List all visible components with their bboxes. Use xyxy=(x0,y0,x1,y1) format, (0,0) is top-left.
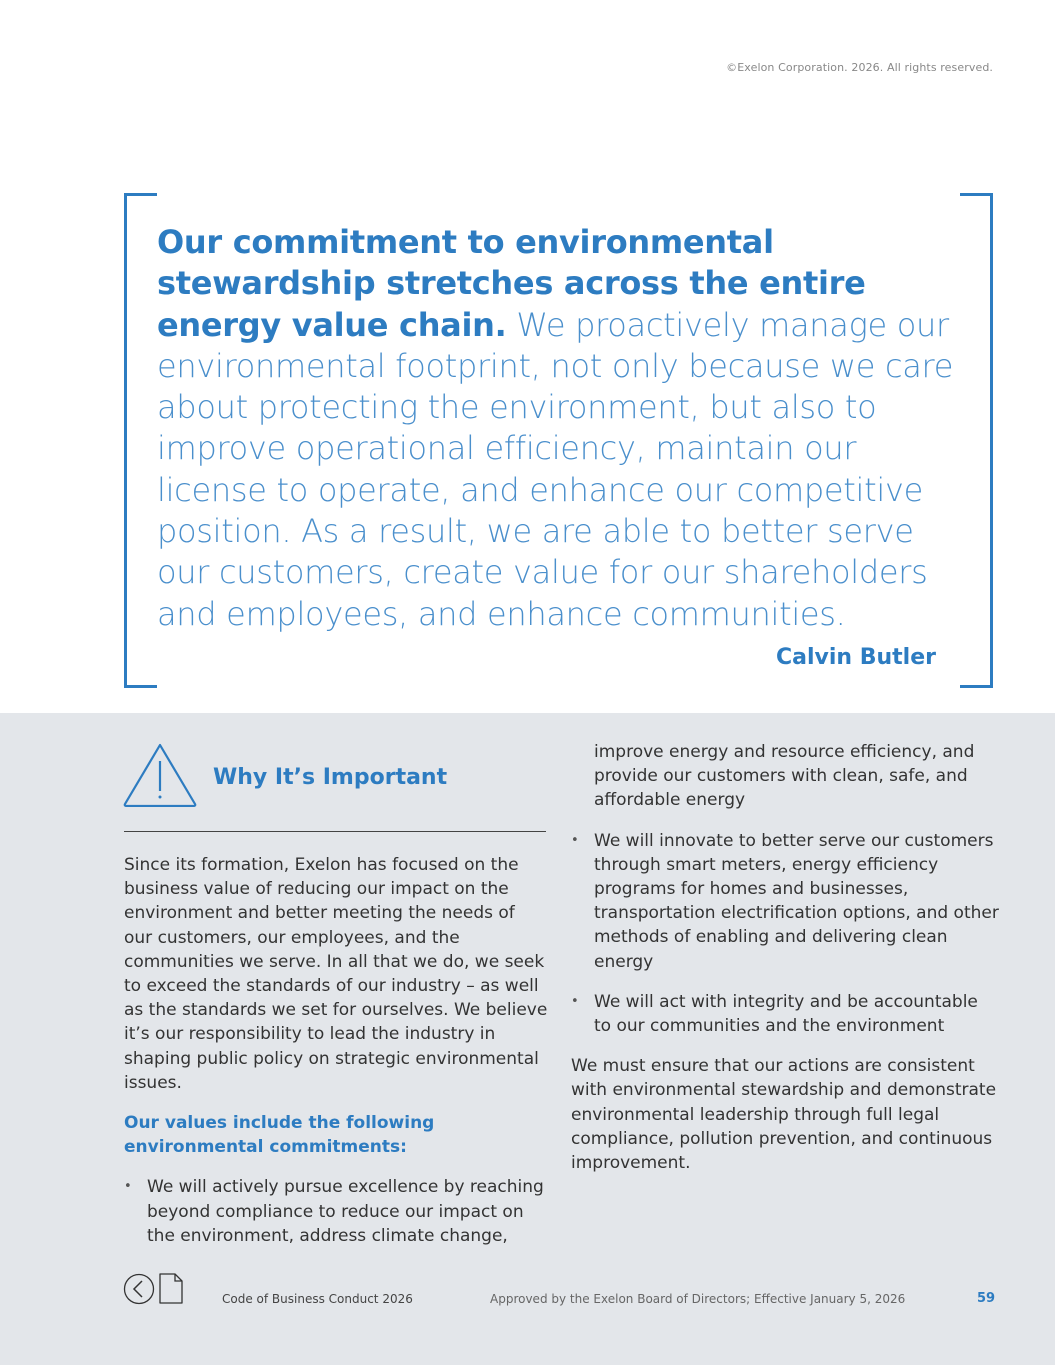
page-number: 59 xyxy=(977,1291,996,1306)
values-lead: Our values include the following environmental commitments: xyxy=(124,1113,435,1158)
footer-approval-note: Approved by the Exelon Board of Directors; Effective January 5, 2026 xyxy=(490,1292,906,1306)
commitments-list xyxy=(124,1175,548,1248)
pull-quote xyxy=(157,222,957,635)
quote-bracket-right xyxy=(960,193,993,688)
pull-quote-lead: Our commitment to environmental stewardship stretches across the entire energy value chain. xyxy=(157,223,866,344)
page-footer xyxy=(0,1273,1055,1313)
list-item: • We will innovate to better serve our customers through smart meters, energy efficiency programs for homes and businesses, transportation electrification options, and other methods of enabling and delivering clean energy xyxy=(571,829,999,974)
commitments-list-continued xyxy=(571,740,999,1038)
quote-bracket-left xyxy=(124,193,157,688)
document-icon[interactable] xyxy=(159,1273,183,1304)
left-column xyxy=(124,853,548,1264)
intro-paragraph: Since its formation, Exelon has focused on the business value of reducing our impact on the environment and better meeting the needs of our customers, our employees, and the communities we serve. In all that we do, we seek to exceed the standards of our industry – as well as the standards we set for ourselves. We believe it’s our responsibility to lead the industry in shaping public policy on strategic environmental issues. xyxy=(124,855,548,1093)
footer-document-title: Code of Business Conduct 2026 xyxy=(222,1292,413,1306)
closing-paragraph: We must ensure that our actions are consistent with environmental stewardship and demonstrate environmental leadership through full legal compliance, pollution prevention, and continuous improvement. xyxy=(571,1056,997,1174)
pull-quote-body: We proactively manage our environmental footprint, not only because we care about protecting the environment, but also to improve operational efficiency, maintain our license to operate, and enhance our competitive position. As a result, we are able to better serve our customers, create value for our shareholders and employees, and enhance communities. xyxy=(157,305,954,633)
quote-attribution: Calvin Butler xyxy=(776,645,936,670)
section-title: Why It’s Important xyxy=(213,765,448,790)
list-item: • We will actively pursue excellence by reaching beyond compliance to reduce our impact on the environment, address climate change, xyxy=(124,1175,548,1248)
back-arrow-icon[interactable] xyxy=(123,1273,155,1305)
warning-triangle-icon xyxy=(123,743,197,807)
right-column xyxy=(571,740,999,1191)
copyright-notice: ©Exelon Corporation. 2026. All rights reserved. xyxy=(726,61,993,74)
list-item: • We will act with integrity and be accountable to our communities and the environment xyxy=(571,990,999,1038)
divider xyxy=(124,831,546,832)
list-item: improve energy and resource efficiency, and provide our customers with clean, safe, and affordable energy xyxy=(594,742,975,811)
